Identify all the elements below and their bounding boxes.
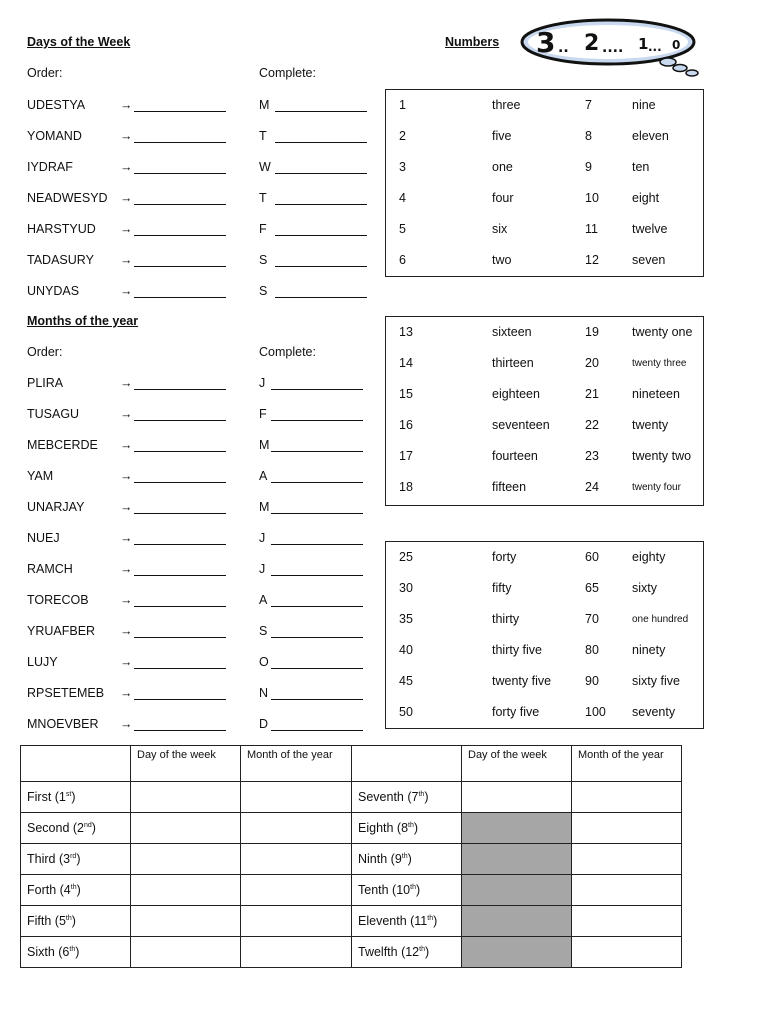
ordinal-text: Twelfth (12	[358, 945, 420, 959]
answer-blank[interactable]	[134, 594, 226, 607]
ordinal-text: Sixth (6	[27, 945, 70, 959]
scrambled-word: YOMAND	[27, 129, 82, 143]
number-word: twenty two	[632, 449, 692, 463]
scrambled-word: UNYDAS	[27, 284, 80, 298]
arrow-icon: →	[120, 376, 133, 390]
ordinal-close-paren: )	[413, 821, 419, 835]
ordinal-text: Ninth (9	[358, 852, 402, 866]
ordinal-label-right	[352, 782, 462, 813]
arrow-icon: →	[120, 191, 133, 205]
ordinal-suffix: th	[401, 852, 408, 860]
number-word: twenty one	[632, 325, 693, 339]
number-word: forty five	[492, 705, 540, 719]
number-word: sixteen	[492, 325, 532, 339]
answer-blank[interactable]	[134, 439, 226, 452]
answer-blank[interactable]	[134, 285, 226, 298]
number-value: 9	[585, 160, 592, 174]
months-heading: Months of the year	[27, 314, 139, 328]
ordinal-close-paren: )	[433, 914, 438, 928]
arrow-icon: →	[120, 438, 133, 452]
scrambled-word: TADASURY	[27, 253, 94, 267]
ordinal-close-paren: )	[424, 945, 430, 959]
starting-letter: S	[259, 624, 268, 638]
starting-letter: M	[259, 500, 270, 514]
arrow-icon: →	[120, 284, 133, 298]
answer-cell-month[interactable]	[572, 813, 682, 844]
starting-letter: M	[259, 438, 270, 452]
shaded-cell	[462, 937, 572, 968]
ordinal-text: Forth (4	[27, 883, 71, 897]
number-word: fifty	[492, 581, 512, 595]
number-word: sixty five	[632, 674, 680, 688]
table-row	[21, 782, 682, 813]
complete-blank[interactable]	[275, 254, 367, 267]
answer-cell-month[interactable]	[241, 875, 352, 906]
ordinals-table	[20, 745, 682, 968]
number-value: 8	[585, 129, 592, 143]
ordinal-suffix: th	[418, 790, 425, 798]
number-word: ten	[632, 160, 650, 174]
answer-cell-day[interactable]	[131, 906, 241, 937]
answer-cell-day[interactable]	[131, 813, 241, 844]
arrow-icon: →	[120, 500, 133, 514]
starting-letter: F	[259, 222, 267, 236]
number-value: 80	[585, 643, 599, 657]
answer-cell-month[interactable]	[572, 937, 682, 968]
number-value: 12	[585, 253, 599, 267]
number-value: 13	[399, 325, 413, 339]
ordinal-close-paren: )	[424, 790, 429, 804]
arrow-icon: →	[120, 531, 133, 545]
scrambled-word: MEBCERDE	[27, 438, 98, 452]
ordinal-suffix: nd	[83, 821, 92, 829]
number-value: 7	[585, 98, 592, 112]
scrambled-word: UDESTYA	[27, 98, 86, 112]
number-value: 3	[399, 160, 406, 174]
starting-letter: D	[259, 717, 269, 731]
answer-blank[interactable]	[134, 161, 226, 174]
ordinal-text: Second (2	[27, 821, 84, 835]
svg-text:....: ....	[602, 40, 624, 56]
arrow-icon: →	[120, 160, 133, 174]
ordinal-close-paren: )	[415, 883, 421, 897]
number-word: twenty four	[632, 482, 681, 493]
number-word: thirty	[492, 612, 520, 626]
scrambled-word: RAMCH	[27, 562, 73, 576]
ordinal-label-left	[21, 844, 131, 875]
scrambled-word: YAM	[27, 469, 54, 483]
days-heading: Days of the Week	[27, 35, 131, 49]
starting-letter: M	[259, 98, 270, 112]
number-word: five	[492, 129, 512, 143]
answer-cell-month[interactable]	[241, 937, 352, 968]
number-value: 6	[399, 253, 406, 267]
number-word: two	[492, 253, 512, 267]
starting-letter: J	[259, 376, 266, 390]
number-word: six	[492, 222, 508, 236]
header-day-right: Day of the week	[462, 746, 572, 782]
number-value: 16	[399, 418, 413, 432]
ordinal-label-right	[352, 937, 462, 968]
ordinal-label-left	[21, 906, 131, 937]
complete-blank[interactable]	[271, 718, 363, 731]
shaded-cell	[462, 844, 572, 875]
number-value: 20	[585, 356, 599, 370]
table-row	[21, 937, 682, 968]
shaded-cell	[462, 875, 572, 906]
answer-blank[interactable]	[134, 501, 226, 514]
arrow-icon: →	[120, 593, 133, 607]
answer-blank[interactable]	[134, 470, 226, 483]
answer-cell-month[interactable]	[572, 875, 682, 906]
number-word: twenty five	[492, 674, 552, 688]
ordinal-suffix: rd	[70, 852, 77, 860]
numbers-box-1-12	[385, 89, 704, 277]
number-word: four	[492, 191, 514, 205]
starting-letter: J	[259, 531, 266, 545]
starting-letter: S	[259, 284, 268, 298]
ordinal-close-paren: )	[75, 945, 80, 959]
header-blank-left	[21, 746, 131, 782]
number-word: three	[492, 98, 521, 112]
number-word: eight	[632, 191, 660, 205]
scrambled-word: TUSAGU	[27, 407, 80, 421]
answer-cell-day[interactable]	[131, 844, 241, 875]
answer-cell-month[interactable]	[241, 813, 352, 844]
scrambled-word: HARSTYUD	[27, 222, 96, 236]
complete-blank[interactable]	[275, 285, 367, 298]
table-row	[21, 844, 682, 875]
number-value: 90	[585, 674, 599, 688]
answer-blank[interactable]	[134, 408, 226, 421]
complete-blank[interactable]	[271, 656, 363, 669]
number-value: 14	[399, 356, 413, 370]
answer-blank[interactable]	[134, 223, 226, 236]
arrow-icon: →	[120, 624, 133, 638]
numbers-box-13-24	[385, 316, 704, 506]
number-word: fifteen	[492, 480, 527, 494]
number-word: forty	[492, 550, 517, 564]
countdown-bubble-logo	[520, 18, 705, 80]
complete-blank[interactable]	[271, 501, 363, 514]
ordinal-suffix: th	[427, 914, 434, 922]
svg-text:3: 3	[536, 26, 556, 59]
scrambled-word: RPSETEMEB	[27, 686, 105, 700]
header-blank-right	[352, 746, 462, 782]
arrow-icon: →	[120, 253, 133, 267]
svg-text:..: ..	[558, 40, 569, 56]
number-value: 23	[585, 449, 599, 463]
number-value: 10	[585, 191, 599, 205]
starting-letter: T	[259, 129, 267, 143]
table-row	[21, 813, 682, 844]
complete-blank[interactable]	[275, 161, 367, 174]
table-header-row	[21, 746, 682, 782]
starting-letter: J	[259, 562, 266, 576]
scrambled-word: UNARJAY	[27, 500, 85, 514]
number-word: nineteen	[632, 387, 680, 401]
number-word: eleven	[632, 129, 669, 143]
days-order-label: Order:	[27, 66, 63, 80]
number-value: 17	[399, 449, 413, 463]
ordinal-label-left	[21, 875, 131, 906]
starting-letter: W	[259, 160, 271, 174]
ordinal-suffix: th	[65, 914, 72, 922]
number-value: 24	[585, 480, 599, 494]
answer-blank[interactable]	[134, 563, 226, 576]
ordinal-text: First (1	[27, 790, 66, 804]
starting-letter: S	[259, 253, 268, 267]
ordinal-label-right	[352, 875, 462, 906]
number-value: 5	[399, 222, 406, 236]
answer-blank[interactable]	[134, 130, 226, 143]
number-word: thirty five	[492, 643, 543, 657]
scrambled-word: IYDRAF	[27, 160, 73, 174]
answer-cell-month[interactable]	[572, 782, 682, 813]
number-word: twenty	[632, 418, 669, 432]
shaded-cell	[462, 906, 572, 937]
scrambled-word: YRUAFBER	[27, 624, 96, 638]
number-word: ninety	[632, 643, 666, 657]
complete-blank[interactable]	[271, 532, 363, 545]
answer-blank[interactable]	[134, 192, 226, 205]
answer-blank[interactable]	[134, 99, 226, 112]
days-complete-label: Complete:	[259, 66, 316, 80]
complete-blank[interactable]	[271, 625, 363, 638]
months-complete-label: Complete:	[259, 345, 316, 359]
ordinal-text: Tenth (10	[358, 883, 411, 897]
complete-blank[interactable]	[271, 470, 363, 483]
answer-cell-month[interactable]	[241, 782, 352, 813]
ordinal-text: Eleventh (11	[358, 914, 428, 928]
starting-letter: O	[259, 655, 269, 669]
arrow-icon: →	[120, 98, 133, 112]
ordinal-text: Seventh (7	[358, 790, 419, 804]
ordinal-label-left	[21, 782, 131, 813]
ordinal-close-paren: )	[76, 852, 81, 866]
arrow-icon: →	[120, 222, 133, 236]
answer-cell-month[interactable]	[572, 906, 682, 937]
starting-letter: A	[259, 469, 268, 483]
arrow-icon: →	[120, 717, 133, 731]
svg-text:...: ...	[648, 40, 662, 54]
number-word: eighty	[632, 550, 666, 564]
number-word: thirteen	[492, 356, 534, 370]
starting-letter: T	[259, 191, 267, 205]
number-word: twelve	[632, 222, 668, 236]
header-day-left: Day of the week	[131, 746, 241, 782]
answer-cell-day[interactable]	[131, 875, 241, 906]
ordinal-close-paren: )	[71, 914, 76, 928]
number-value: 35	[399, 612, 413, 626]
scrambled-word: PLIRA	[27, 376, 64, 390]
ordinal-suffix: th	[70, 883, 77, 891]
number-value: 19	[585, 325, 599, 339]
ordinal-label-left	[21, 813, 131, 844]
complete-blank[interactable]	[271, 377, 363, 390]
ordinal-close-paren: )	[91, 821, 96, 835]
number-value: 40	[399, 643, 413, 657]
answer-cell-day[interactable]	[131, 937, 241, 968]
shaded-cell	[462, 813, 572, 844]
arrow-icon: →	[120, 129, 133, 143]
number-value: 30	[399, 581, 413, 595]
number-value: 18	[399, 480, 413, 494]
scrambled-word: MNOEVBER	[27, 717, 99, 731]
answer-blank[interactable]	[134, 625, 226, 638]
number-value: 11	[585, 222, 598, 236]
number-value: 1	[399, 98, 406, 112]
number-value: 4	[399, 191, 406, 205]
complete-blank[interactable]	[271, 563, 363, 576]
ordinal-text: Third (3	[27, 852, 71, 866]
ordinal-text: Fifth (5	[27, 914, 66, 928]
scrambled-word: TORECOB	[27, 593, 89, 607]
number-value: 60	[585, 550, 599, 564]
answer-blank[interactable]	[134, 532, 226, 545]
ordinal-label-right	[352, 906, 462, 937]
number-word: nine	[632, 98, 656, 112]
ordinal-suffix: th	[410, 883, 416, 891]
scrambled-word: LUJY	[27, 655, 58, 669]
ordinal-suffix: th	[408, 821, 414, 829]
table-row	[21, 906, 682, 937]
arrow-icon: →	[120, 686, 133, 700]
number-word: sixty	[632, 581, 657, 595]
number-word: seventeen	[492, 418, 550, 432]
answer-blank[interactable]	[134, 377, 226, 390]
number-word: one	[492, 160, 513, 174]
answer-cell-month[interactable]	[241, 844, 352, 875]
months-order-label: Order:	[27, 345, 63, 359]
arrow-icon: →	[120, 407, 133, 421]
answer-blank[interactable]	[134, 687, 226, 700]
starting-letter: N	[259, 686, 269, 700]
complete-blank[interactable]	[275, 192, 367, 205]
answer-blank[interactable]	[134, 718, 226, 731]
number-value: 45	[399, 674, 413, 688]
number-word: one hundred	[632, 614, 689, 625]
number-word: seven	[632, 253, 666, 267]
number-value: 25	[399, 550, 413, 564]
complete-blank[interactable]	[275, 223, 367, 236]
number-value: 21	[585, 387, 599, 401]
ordinal-close-paren: )	[407, 852, 412, 866]
ordinal-label-right	[352, 813, 462, 844]
scrambled-word: NUEJ	[27, 531, 60, 545]
numbers-box-25-100	[385, 541, 704, 729]
arrow-icon: →	[120, 655, 133, 669]
number-word: seventy	[632, 705, 676, 719]
answer-cell-day[interactable]	[462, 782, 572, 813]
number-word: twenty three	[632, 358, 687, 369]
answer-blank[interactable]	[134, 254, 226, 267]
numbers-heading: Numbers	[445, 35, 500, 49]
header-month-right: Month of the year	[572, 746, 682, 782]
arrow-icon: →	[120, 469, 133, 483]
answer-cell-day[interactable]	[131, 782, 241, 813]
number-value: 50	[399, 705, 413, 719]
svg-text:1: 1	[638, 35, 649, 53]
ordinal-suffix: th	[69, 945, 76, 953]
number-value: 100	[585, 705, 606, 719]
header-month-left: Month of the year	[241, 746, 352, 782]
complete-blank[interactable]	[275, 99, 367, 112]
number-value: 70	[585, 612, 599, 626]
complete-blank[interactable]	[271, 408, 363, 421]
answer-cell-month[interactable]	[241, 906, 352, 937]
number-value: 15	[399, 387, 413, 401]
number-word: eighteen	[492, 387, 540, 401]
starting-letter: F	[259, 407, 267, 421]
ordinal-label-right	[352, 844, 462, 875]
scrambled-word: NEADWESYD	[27, 191, 108, 205]
svg-text:2: 2	[584, 31, 600, 56]
answer-cell-month[interactable]	[572, 844, 682, 875]
svg-text:0: 0	[672, 38, 681, 52]
arrow-icon: →	[120, 562, 133, 576]
complete-blank[interactable]	[271, 594, 363, 607]
ordinal-label-left	[21, 937, 131, 968]
ordinal-text: Eighth (8	[358, 821, 409, 835]
ordinal-close-paren: )	[71, 790, 76, 804]
number-word: fourteen	[492, 449, 538, 463]
ordinal-close-paren: )	[76, 883, 81, 897]
number-value: 65	[585, 581, 599, 595]
ordinal-suffix: st	[65, 790, 72, 798]
starting-letter: A	[259, 593, 268, 607]
complete-blank[interactable]	[275, 130, 367, 143]
complete-blank[interactable]	[271, 439, 363, 452]
number-value: 2	[399, 129, 406, 143]
complete-blank[interactable]	[271, 687, 363, 700]
table-row	[21, 875, 682, 906]
ordinal-suffix: th	[419, 945, 425, 953]
answer-blank[interactable]	[134, 656, 226, 669]
number-value: 22	[585, 418, 599, 432]
